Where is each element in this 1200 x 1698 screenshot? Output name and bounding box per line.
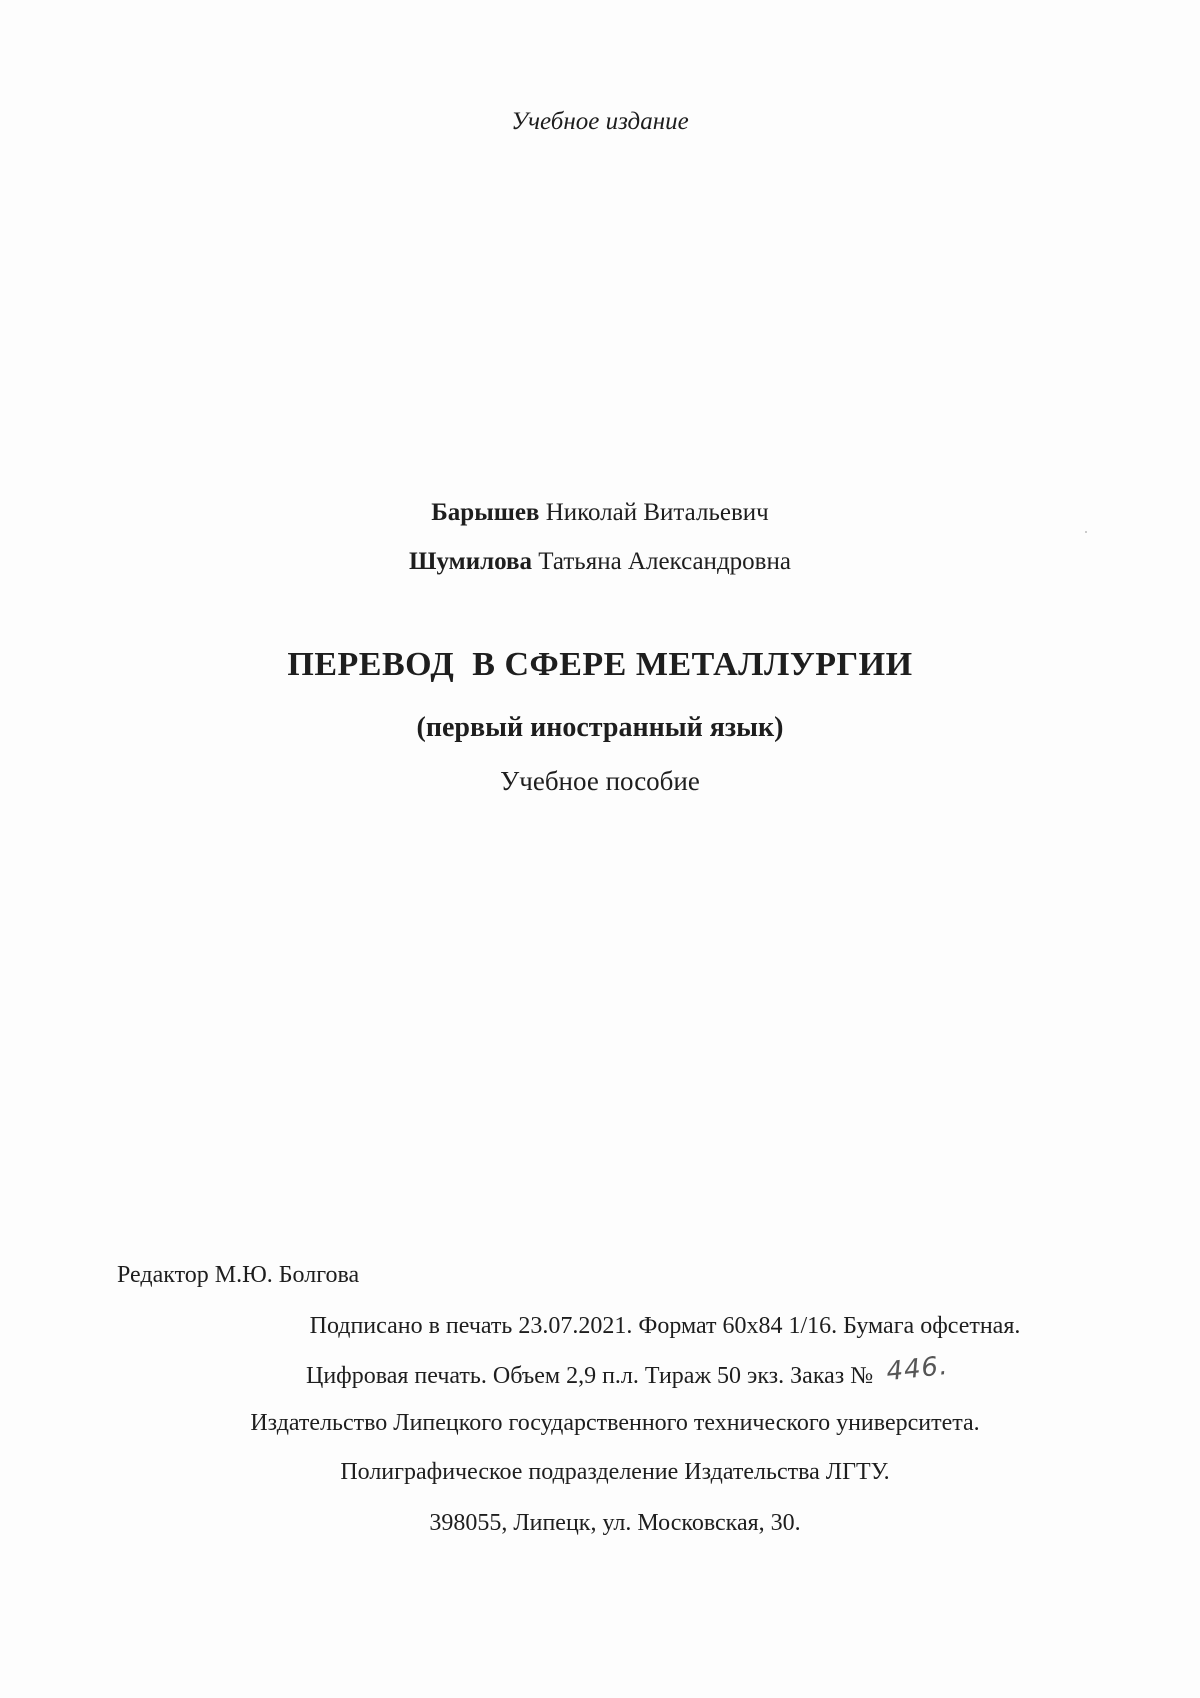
handwritten-order-number: 446. bbox=[885, 1350, 950, 1388]
book-title: ПЕРЕВОД В СФЕРЕ МЕТАЛЛУРГИИ bbox=[287, 646, 913, 683]
address-line: 398055, Липецк, ул. Московская, 30. bbox=[429, 1510, 801, 1536]
author-surname: Шумилова bbox=[409, 548, 533, 575]
print-info-text: Цифровая печать. Объем 2,9 п.л. Тираж 50 экз. Заказ № bbox=[306, 1363, 874, 1389]
book-subtitle: (первый иностранный язык) bbox=[416, 712, 784, 743]
print-info-line bbox=[306, 1350, 950, 1390]
author-line bbox=[0, 548, 1200, 576]
author-given-names: Николай Витальевич bbox=[545, 499, 769, 526]
publisher-line: Издательство Липецкого государственного технического университета. bbox=[250, 1410, 980, 1436]
book-genre: Учебное пособие bbox=[500, 766, 700, 796]
author-line bbox=[0, 499, 1200, 527]
edition-type: Учебное издание bbox=[511, 108, 689, 135]
signed-for-print-line: Подписано в печать 23.07.2021. Формат 60х84 1/16. Бумага офсетная. bbox=[309, 1313, 1021, 1339]
editor-line: Редактор М.Ю. Болгова bbox=[117, 1262, 360, 1288]
scan-speck bbox=[1085, 531, 1087, 533]
author-surname: Барышев bbox=[431, 499, 540, 526]
author-given-names: Татьяна Александровна bbox=[538, 548, 791, 575]
printing-division-line: Полиграфическое подразделение Издательства ЛГТУ. bbox=[340, 1459, 890, 1485]
